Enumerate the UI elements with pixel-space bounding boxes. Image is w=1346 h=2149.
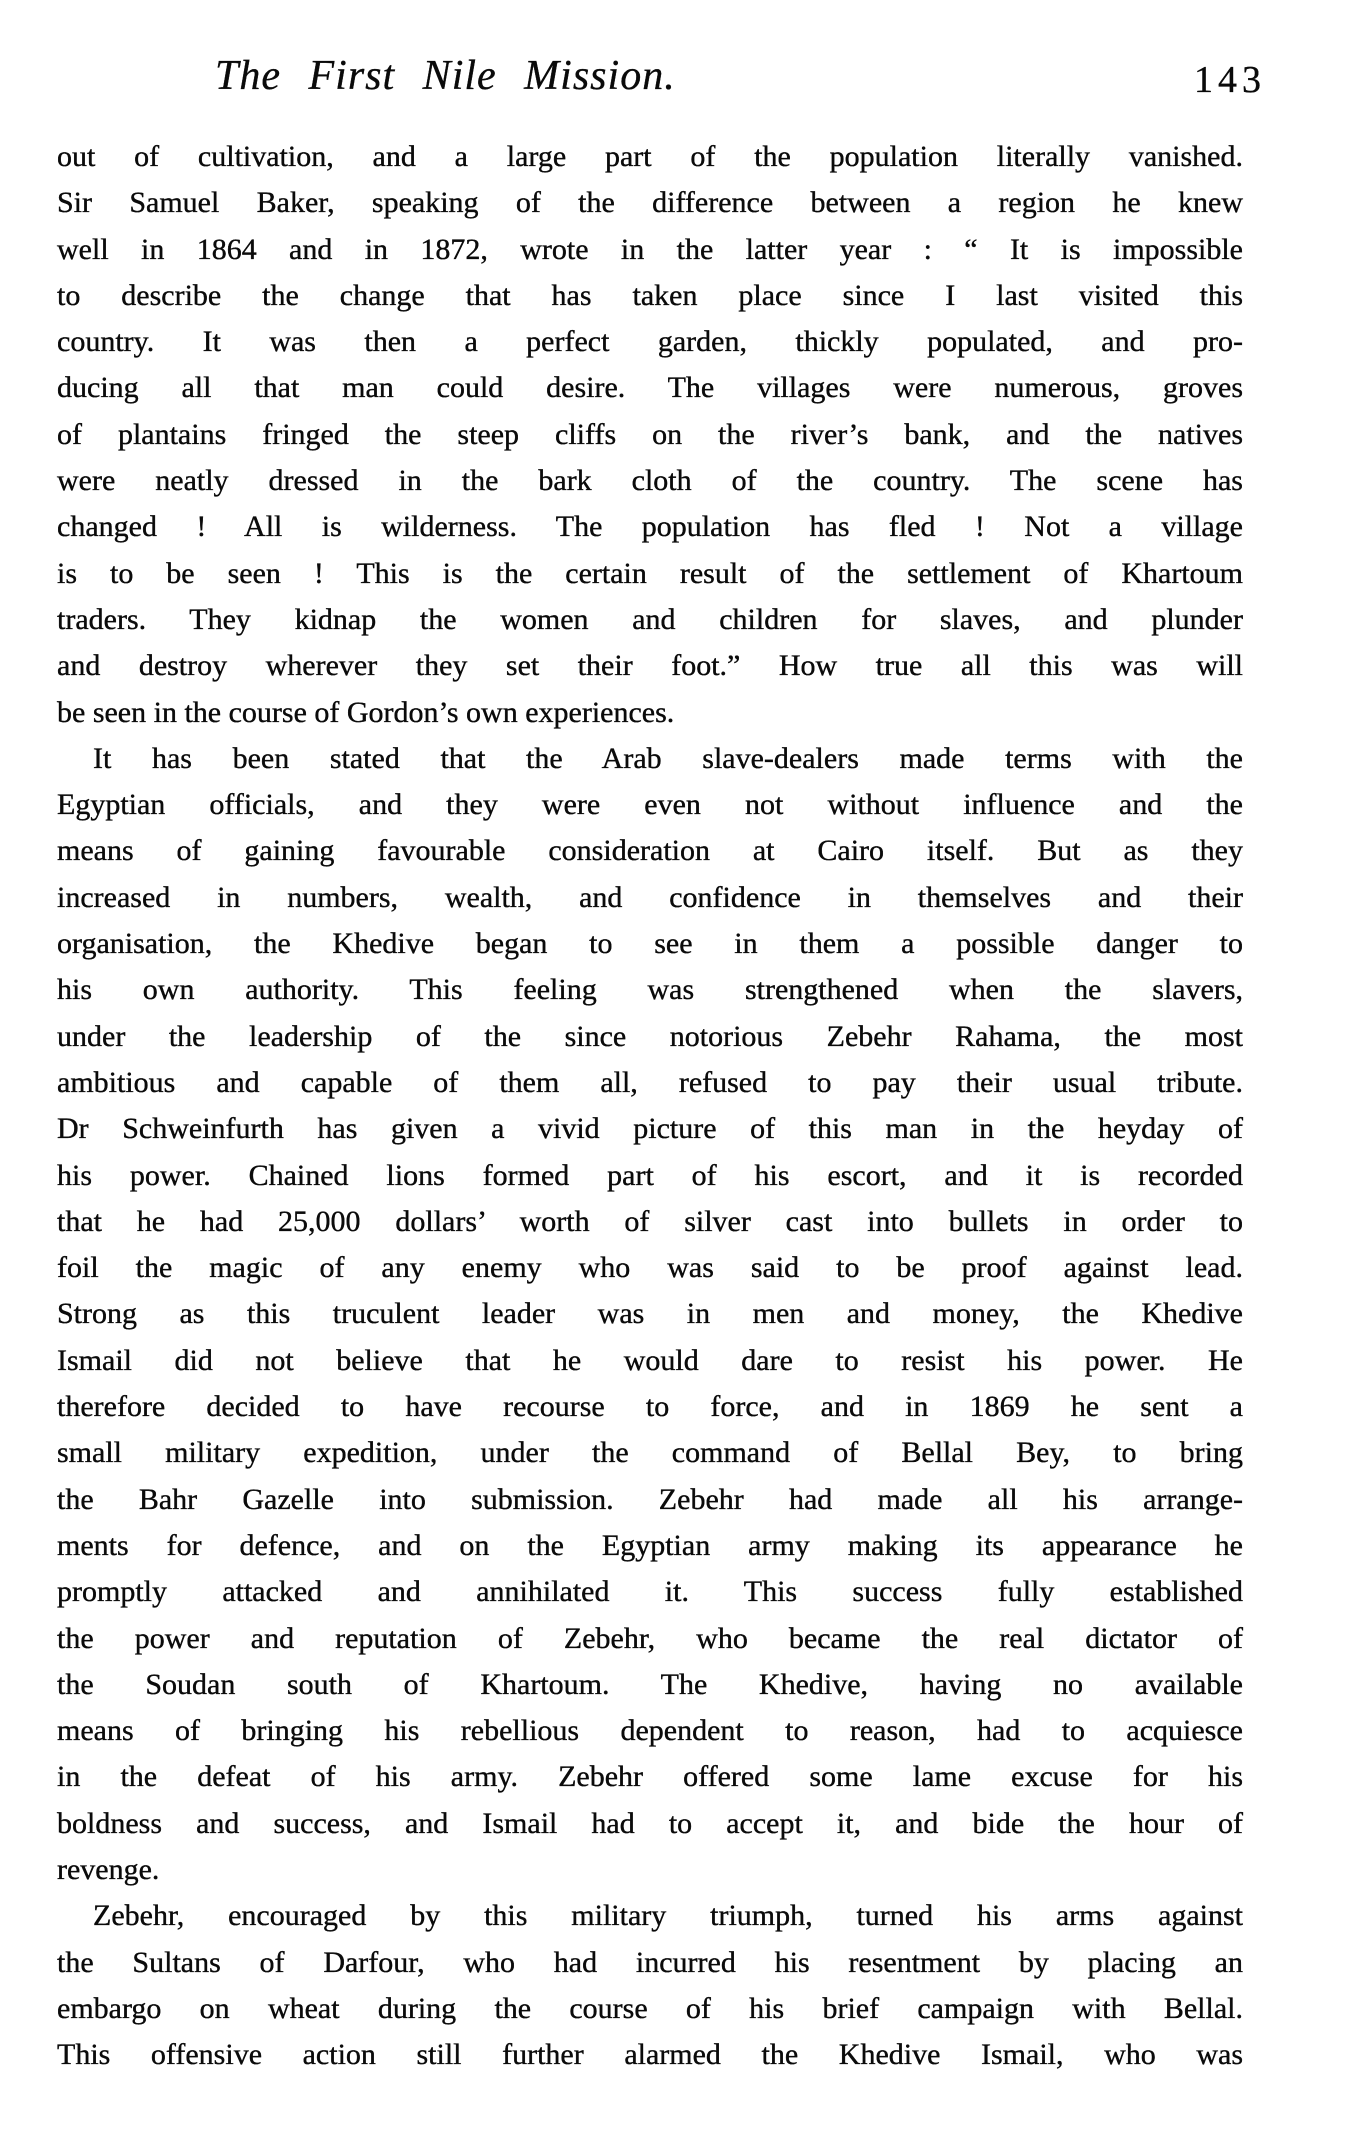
- text-line: Strong as this truculent leader was in men and money, the Khedive: [57, 1297, 1243, 1331]
- page-title: The First Nile Mission.: [215, 53, 676, 99]
- text-line: traders. They kidnap the women and children for slaves, and plunder: [57, 602, 1243, 636]
- text-line: out of cultivation, and a large part of the population literally vanished.: [57, 140, 1243, 173]
- page-number: 143: [1194, 59, 1266, 101]
- page-body: [57, 134, 1243, 2078]
- text-line: to describe the change that has taken place since I last visited this: [57, 278, 1243, 312]
- text-line: well in 1864 and in 1872, wrote in the latter year : “ It is impossible: [57, 232, 1243, 266]
- text-line: is to be seen ! This is the certain result of the settlement of Khartoum: [57, 556, 1243, 590]
- text-line: and destroy wherever they set their foot.” How true all this was will: [57, 649, 1243, 683]
- text-line: It has been stated that the Arab slave-dealers made terms with the: [93, 741, 1243, 775]
- text-line: ambitious and capable of them all, refused to pay their usual tribute.: [57, 1065, 1243, 1099]
- text-line: were neatly dressed in the bark cloth of the country. The scene has: [57, 464, 1243, 498]
- text-line: the Sultans of Darfour, who had incurred his resentment by placing an: [57, 1945, 1243, 1979]
- text-line: Sir Samuel Baker, speaking of the difference between a region he knew: [57, 186, 1243, 220]
- text-line: changed ! All is wilderness. The population has fled ! Not a village: [57, 510, 1243, 544]
- text-line: in the defeat of his army. Zebehr offered some lame excuse for his: [57, 1760, 1243, 1794]
- text-line: increased in numbers, wealth, and confidence in themselves and their: [57, 880, 1243, 914]
- text-line: that he had 25,000 dollars’ worth of silver cast into bullets in order to: [57, 1204, 1243, 1238]
- text-line: ducing all that man could desire. The villages were numerous, groves: [57, 371, 1243, 405]
- text-line: his own authority. This feeling was strengthened when the slavers,: [57, 973, 1243, 1007]
- text-line: organisation, the Khedive began to see in them a possible danger to: [57, 927, 1243, 961]
- text-line: boldness and success, and Ismail had to accept it, and bide the hour of: [57, 1806, 1243, 1840]
- text-line: This offensive action still further alarmed the Khedive Ismail, who was: [57, 2038, 1243, 2072]
- text-line: embargo on wheat during the course of his brief campaign with Bellal.: [57, 1991, 1243, 2025]
- text-line: of plantains fringed the steep cliffs on the river’s bank, and the natives: [57, 417, 1243, 451]
- text-line: the Bahr Gazelle into submission. Zebehr had made all his arrange-: [57, 1482, 1243, 1516]
- text-line: foil the magic of any enemy who was said to be proof against lead.: [57, 1251, 1243, 1285]
- text-line: means of gaining favourable consideration at Cairo itself. But as they: [57, 834, 1243, 868]
- text-line: therefore decided to have recourse to force, and in 1869 he sent a: [57, 1390, 1243, 1424]
- text-line: revenge.: [57, 1852, 160, 1886]
- text-line: country. It was then a perfect garden, thickly populated, and pro-: [57, 325, 1243, 359]
- text-line: Ismail did not believe that he would dare to resist his power. He: [57, 1343, 1243, 1377]
- text-line: his power. Chained lions formed part of his escort, and it is recorded: [57, 1158, 1243, 1192]
- text-line: Egyptian officials, and they were even not without influence and the: [57, 788, 1243, 822]
- running-head: [0, 52, 1346, 116]
- text-line: means of bringing his rebellious dependent to reason, had to acquiesce: [57, 1714, 1243, 1748]
- text-line: the power and reputation of Zebehr, who became the real dictator of: [57, 1621, 1243, 1655]
- text-line: ments for defence, and on the Egyptian army making its appearance he: [57, 1528, 1243, 1562]
- text-line: the Soudan south of Khartoum. The Khedive, having no available: [57, 1667, 1243, 1701]
- text-line: promptly attacked and annihilated it. This success fully established: [57, 1575, 1243, 1609]
- text-line: Dr Schweinfurth has given a vivid picture of this man in the heyday of: [57, 1112, 1243, 1146]
- text-line: be seen in the course of Gordon’s own experiences.: [57, 695, 675, 729]
- text-line: Zebehr, encouraged by this military triumph, turned his arms against: [93, 1899, 1243, 1933]
- text-line: under the leadership of the since notorious Zebehr Rahama, the most: [57, 1019, 1243, 1053]
- text-line: small military expedition, under the command of Bellal Bey, to bring: [57, 1436, 1243, 1470]
